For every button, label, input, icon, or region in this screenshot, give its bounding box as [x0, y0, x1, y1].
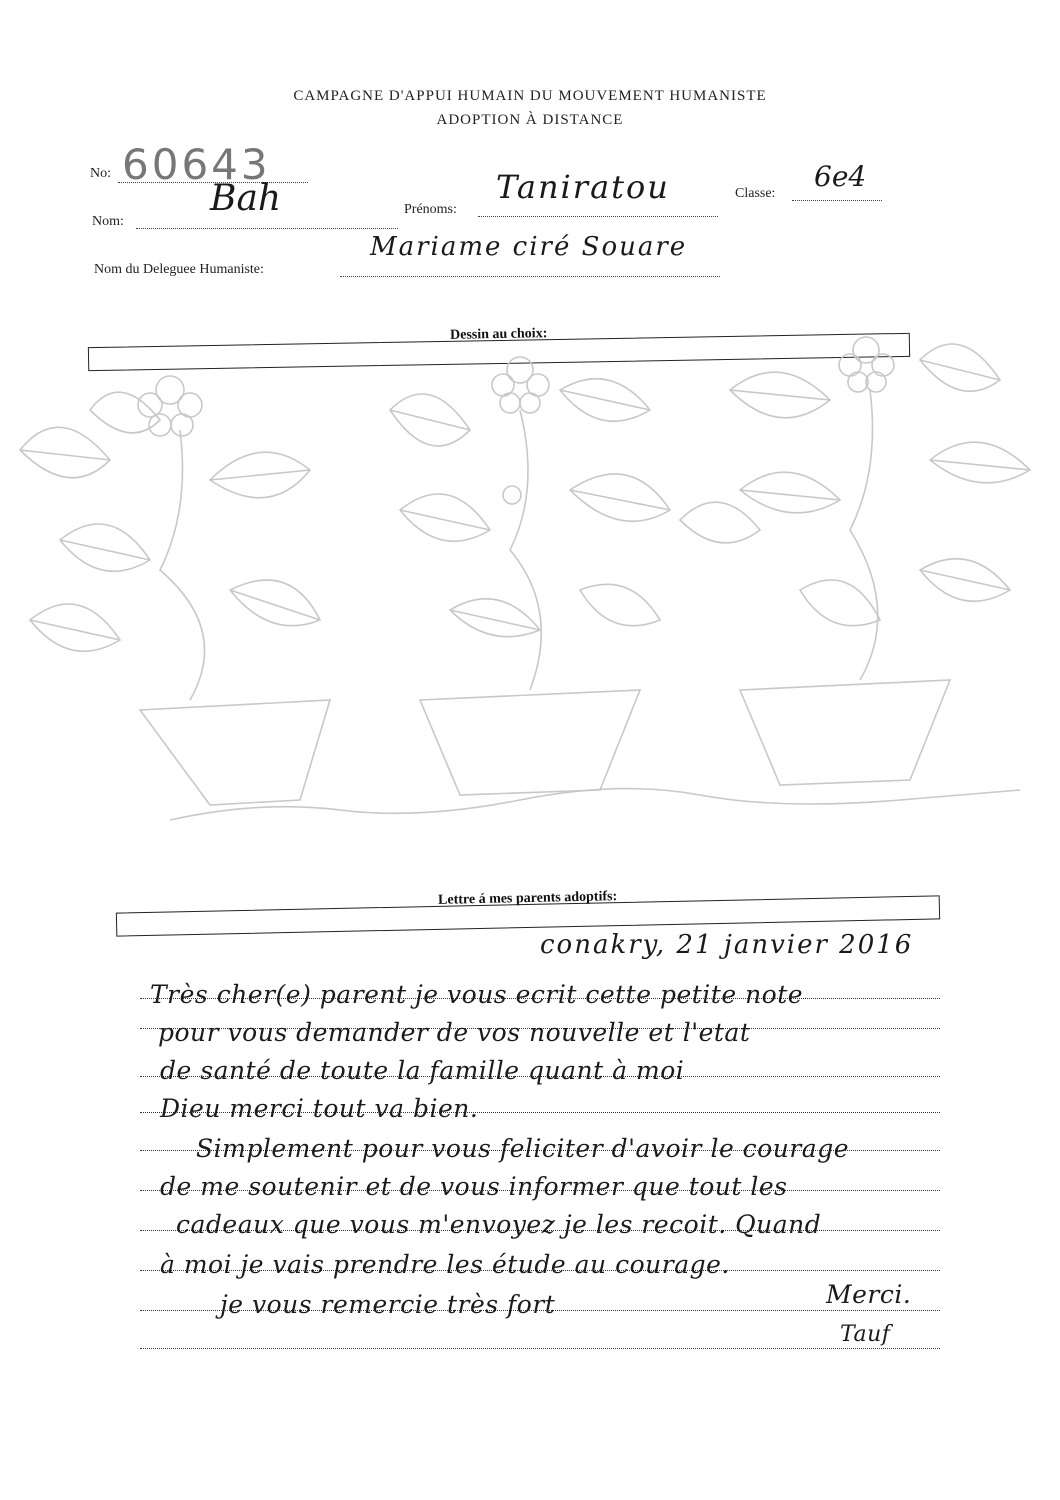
letter-rule-10 — [140, 1348, 940, 1349]
letter-line-5: Simplement pour vous feliciter d'avoir le courage — [196, 1134, 849, 1163]
header-line-1: CAMPAGNE D'APPUI HUMAIN DU MOUVEMENT HUMANISTE — [293, 88, 767, 104]
prenoms-value: Taniratou — [496, 168, 670, 206]
classe-field-line — [792, 200, 882, 201]
header-line-2: ADOPTION À DISTANCE — [436, 112, 624, 128]
prenoms-label: Prénoms: — [404, 202, 457, 217]
flower-drawing — [0, 330, 1060, 850]
letter-line-2: pour vous demander de vos nouvelle et l'etat — [158, 1018, 751, 1047]
letter-line-3: de santé de toute la famille quant à moi — [160, 1056, 685, 1085]
no-value: 60643 — [122, 140, 271, 189]
letter-line-1: Très cher(e) parent je vous ecrit cette petite note — [150, 980, 804, 1009]
nom-value: Bah — [210, 178, 282, 219]
classe-value: 6e4 — [814, 160, 867, 193]
nom-field-line — [136, 228, 398, 229]
prenoms-field-line — [478, 216, 718, 217]
delegue-label: Nom du Deleguee Humaniste: — [94, 262, 264, 277]
delegue-value: Mariame ciré Souare — [370, 232, 688, 262]
letter-line-9: je vous remercie très fort — [220, 1290, 556, 1319]
nom-label: Nom: — [92, 214, 124, 229]
letter-line-7: cadeaux que vous m'envoyez je les recoit. Quand — [176, 1210, 822, 1239]
letter-line-4: Dieu merci tout va bien. — [160, 1094, 479, 1123]
letter-date: conakry, 21 janvier 2016 — [540, 930, 914, 960]
no-label: No: — [90, 166, 111, 181]
letter-title: Lettre á mes parents adoptifs: — [437, 889, 618, 908]
classe-label: Classe: — [735, 186, 776, 201]
letter-line-8: à moi je vais prendre les étude au courage. — [160, 1250, 730, 1279]
letter-closing: Merci. — [826, 1280, 912, 1309]
drawing-title: Dessin au choix: — [449, 326, 548, 343]
signature: Tauf — [840, 1322, 891, 1347]
letter-line-6: de me soutenir et de vous informer que tout les — [160, 1172, 788, 1201]
delegue-field-line — [340, 276, 720, 277]
